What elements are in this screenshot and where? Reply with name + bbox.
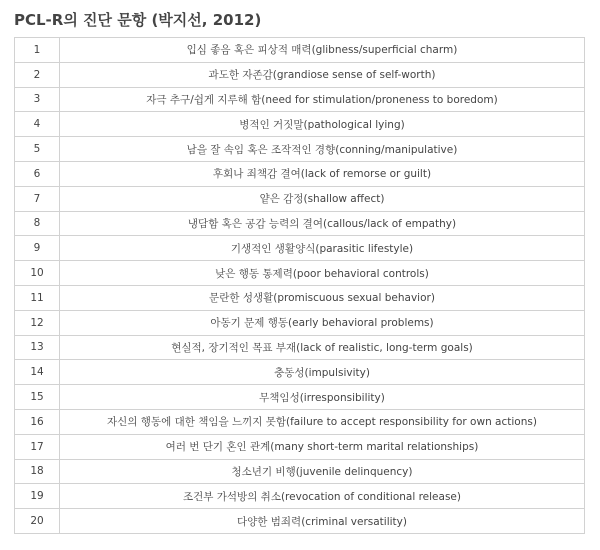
table-row: [15, 236, 585, 261]
table-row: [15, 509, 585, 534]
table-row: [15, 360, 585, 385]
item-description: 얕은 감정(shallow affect): [60, 186, 585, 211]
item-description: 입심 좋음 혹은 피상적 매력(glibness/superficial charm): [60, 38, 585, 63]
item-number: 11: [15, 285, 60, 310]
table-row: [15, 310, 585, 335]
item-description: 과도한 자존감(grandiose sense of self-worth): [60, 62, 585, 87]
item-description: 냉담함 혹은 공감 능력의 결여(callous/lack of empathy): [60, 211, 585, 236]
table-row: [15, 87, 585, 112]
item-description: 아동기 문제 행동(early behavioral problems): [60, 310, 585, 335]
item-description: 조건부 가석방의 취소(revocation of conditional release): [60, 484, 585, 509]
table-row: [15, 434, 585, 459]
item-description: 다양한 범죄력(criminal versatility): [60, 509, 585, 534]
item-number: 14: [15, 360, 60, 385]
item-description: 무책임성(irresponsibility): [60, 385, 585, 410]
table-row: [15, 484, 585, 509]
item-number: 3: [15, 87, 60, 112]
item-number: 17: [15, 434, 60, 459]
table-row: [15, 38, 585, 63]
pcl-r-items-table: [14, 37, 585, 534]
table-row: [15, 211, 585, 236]
table-row: [15, 62, 585, 87]
table-row: [15, 285, 585, 310]
item-description: 후회나 죄책감 결여(lack of remorse or guilt): [60, 161, 585, 186]
item-number: 1: [15, 38, 60, 63]
item-number: 12: [15, 310, 60, 335]
item-number: 4: [15, 112, 60, 137]
item-number: 15: [15, 385, 60, 410]
item-number: 18: [15, 459, 60, 484]
item-number: 19: [15, 484, 60, 509]
item-number: 16: [15, 409, 60, 434]
table-row: [15, 459, 585, 484]
item-number: 6: [15, 161, 60, 186]
item-number: 2: [15, 62, 60, 87]
table-row: [15, 385, 585, 410]
table-row: [15, 137, 585, 162]
item-description: 청소년기 비행(juvenile delinquency): [60, 459, 585, 484]
item-number: 10: [15, 261, 60, 286]
item-description: 문란한 성생활(promiscuous sexual behavior): [60, 285, 585, 310]
item-number: 20: [15, 509, 60, 534]
item-description: 자신의 행동에 대한 책임을 느끼지 못함(failure to accept responsibility for own actions): [60, 409, 585, 434]
item-number: 7: [15, 186, 60, 211]
table-row: [15, 112, 585, 137]
item-number: 9: [15, 236, 60, 261]
item-description: 현실적, 장기적인 목표 부재(lack of realistic, long-term goals): [60, 335, 585, 360]
item-description: 낮은 행동 통제력(poor behavioral controls): [60, 261, 585, 286]
table-row: [15, 186, 585, 211]
table-row: [15, 335, 585, 360]
item-description: 남을 잘 속임 혹은 조작적인 경향(conning/manipulative): [60, 137, 585, 162]
item-description: 자극 추구/쉽게 지루해 함(need for stimulation/proneness to boredom): [60, 87, 585, 112]
item-description: 충동성(impulsivity): [60, 360, 585, 385]
item-description: 병적인 거짓말(pathological lying): [60, 112, 585, 137]
item-number: 8: [15, 211, 60, 236]
document-title: PCL-R의 진단 문항 (박지선, 2012): [14, 11, 262, 29]
item-number: 5: [15, 137, 60, 162]
table-row: [15, 409, 585, 434]
item-number: 13: [15, 335, 60, 360]
item-description: 기생적인 생활양식(parasitic lifestyle): [60, 236, 585, 261]
item-description: 여러 번 단기 혼인 관계(many short-term marital relationships): [60, 434, 585, 459]
table-row: [15, 261, 585, 286]
table-body: [15, 38, 585, 534]
table-row: [15, 161, 585, 186]
